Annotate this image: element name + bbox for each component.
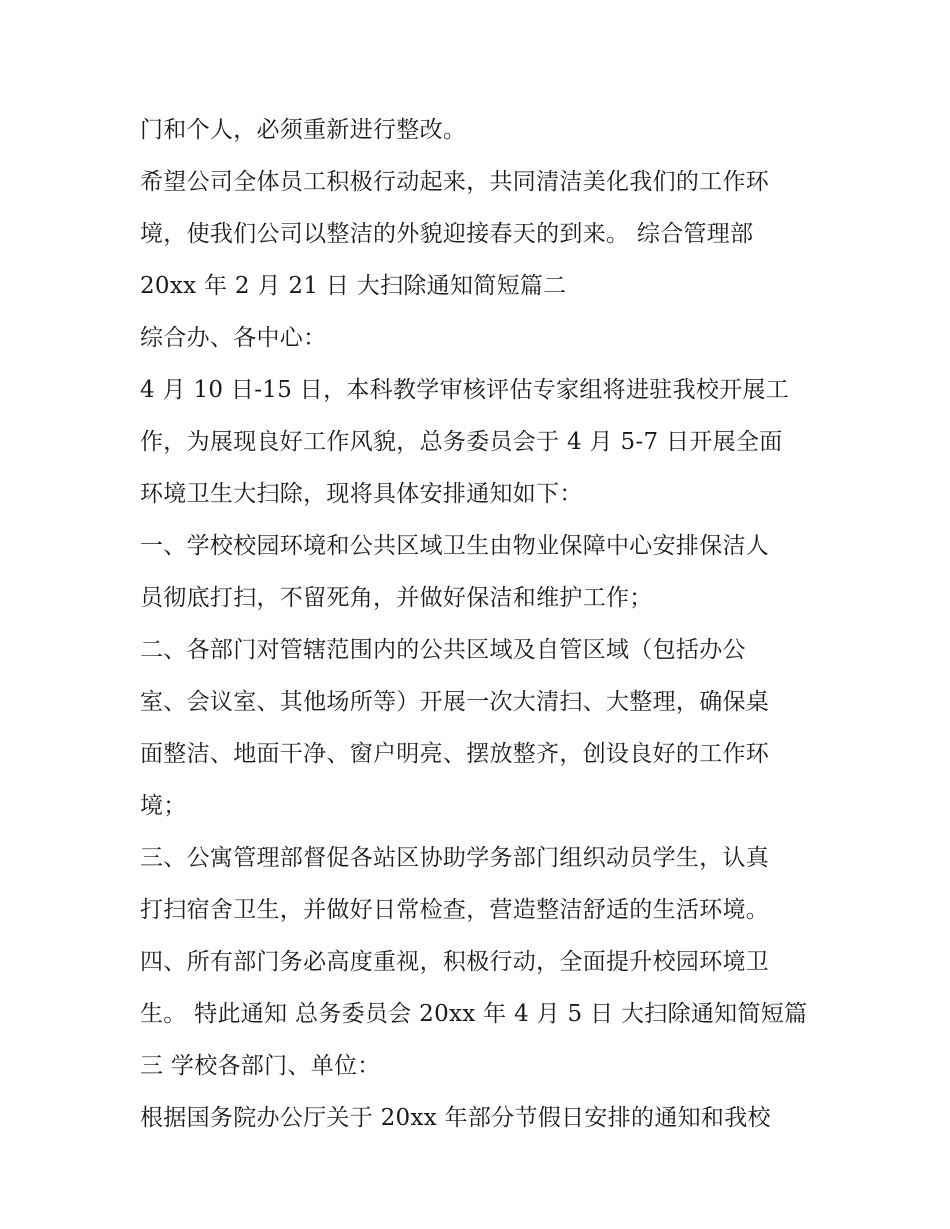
text-line: 打扫宿舍卫生，并做好日常检查，营造整洁舒适的生活环境。 <box>140 897 770 923</box>
text-line: 境； <box>140 793 187 819</box>
text-line: 境，使我们公司以整洁的外貌迎接春天的到来。 综合管理部 <box>140 221 754 247</box>
text-line: 员彻底打扫，不留死角，并做好保洁和维护工作； <box>140 585 653 611</box>
document-body <box>140 104 820 1144</box>
text-line: 三、公寓管理部督促各站区协助学务部门组织动员学生，认真 <box>140 845 770 871</box>
text-line: 根据国务院办公厅关于 20xx 年部分节假日安排的通知和我校 <box>140 1105 771 1131</box>
text-line: 二、各部门对管辖范围内的公共区域及自管区域（包括办公 <box>140 637 746 663</box>
text-line: 希望公司全体员工积极行动起来，共同清洁美化我们的工作环 <box>140 169 770 195</box>
text-line: 门和个人，必须重新进行整改。 <box>140 117 467 143</box>
text-line: 生。 特此通知 总务委员会 20xx 年 4 月 5 日 大扫除通知简短篇 <box>140 1001 808 1027</box>
text-line: 面整洁、地面干净、窗户明亮、摆放整齐，创设良好的工作环 <box>140 741 770 767</box>
text-line: 环境卫生大扫除，现将具体安排通知如下： <box>140 481 583 507</box>
text-line: 作，为展现良好工作风貌，总务委员会于 4 月 5-7 日开展全面 <box>140 429 783 455</box>
text-line: 综合办、各中心： <box>140 325 327 351</box>
text-line: 三 学校各部门、单位： <box>140 1053 381 1079</box>
text-line: 四、所有部门务必高度重视，积极行动，全面提升校园环境卫 <box>140 949 770 975</box>
text-line: 室、会议室、其他场所等）开展一次大清扫、大整理，确保桌 <box>140 689 770 715</box>
text-line: 4 月 10 日-15 日，本科教学审核评估专家组将进驻我校开展工 <box>140 377 790 403</box>
text-line: 20xx 年 2 月 21 日 大扫除通知简短篇二 <box>140 273 567 299</box>
text-line: 一、学校校园环境和公共区域卫生由物业保障中心安排保洁人 <box>140 533 770 559</box>
